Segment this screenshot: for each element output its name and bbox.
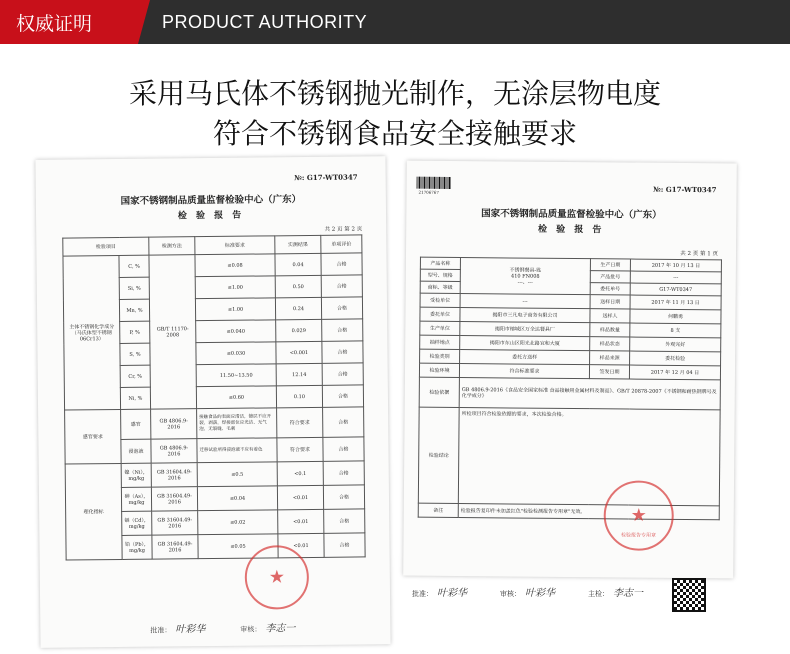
cell-line: 不锈钢餐具-匙 [509, 266, 542, 274]
header-banner [0, 0, 790, 44]
cell: 产品批号 [590, 271, 630, 283]
cell: 合格 [321, 275, 362, 297]
cell: 产品名称 [420, 257, 460, 269]
info-table [418, 257, 722, 521]
cell: ≤0.60 [196, 386, 276, 409]
cell: 委托方送样 [460, 350, 590, 365]
cell: 合格 [322, 341, 363, 363]
cell: <0.01 [277, 485, 323, 509]
cell: 生产日期 [590, 259, 630, 271]
approve-name: 叶彩华 [437, 588, 467, 599]
cell: --- [630, 271, 721, 284]
col-header: 检测方法 [149, 237, 195, 255]
approve-label: 批准： [150, 626, 172, 635]
approve-label: 批准： [412, 590, 433, 598]
approver-signature [412, 584, 467, 599]
check-name: 李志一 [613, 588, 643, 599]
cell: 送样人 [590, 309, 630, 323]
report-title: 检 验 报 告 [177, 210, 245, 222]
star-icon: ★ [630, 505, 647, 527]
headline [0, 74, 790, 154]
stamp-text: 检验报告专用章 [621, 532, 657, 539]
cell: GB 31604.49-2016 [152, 535, 198, 559]
cell: 浸泡液 [121, 439, 151, 463]
cell: 检验报告复印件未加盖红色"检验检测报告专用章"无效。 [458, 504, 719, 520]
cell: 检验环境 [419, 363, 459, 377]
results-table [62, 234, 365, 560]
group-label: 感官要求 [65, 409, 122, 464]
cell: 感官 [121, 409, 151, 439]
cell: 签发日期 [589, 365, 629, 379]
cell: GB 31604.49-2016 [151, 487, 197, 511]
cell: Si, % [119, 277, 149, 299]
report-number: №: G17-WT0347 [653, 184, 717, 195]
cell: 合格 [323, 485, 364, 509]
cell: 委托单号 [590, 283, 630, 295]
star-icon: ★ [268, 566, 286, 588]
cell: 合格 [322, 385, 363, 407]
cell: 合格 [323, 461, 364, 485]
cell: GB 4806.9-2016《食品安全国家标准 食品接触用金属材料及制品》、GB/T 20878-2007《不锈钢和耐热钢牌号及化学成分》 [459, 378, 720, 410]
report-title: 检 验 报 告 [537, 224, 605, 236]
cell: 委托单位 [420, 307, 460, 321]
cell: ≤1.00 [195, 298, 275, 321]
cell: 型号、规格 [420, 269, 460, 281]
cell: ≤0.02 [198, 510, 278, 535]
cell: 商标、等级 [420, 281, 460, 293]
cell: 符合标准要求 [459, 364, 589, 379]
cell: <0.01 [278, 509, 324, 533]
cell: 检验结论 [418, 407, 459, 503]
cell: 0.04 [275, 253, 321, 275]
cell: 揭阳市东山区阳光北路宜和大厦 [460, 336, 590, 351]
cell: G17-WT0347 [630, 283, 721, 296]
report-org: 国家不锈钢制品质量监督检验中心（广东） [120, 194, 302, 207]
cell: ≤0.05 [198, 534, 278, 559]
cell: P, % [120, 321, 150, 343]
cell: <0.001 [276, 341, 322, 363]
cell: GB 4806.9-2016 [151, 439, 197, 463]
report-page-count: 共 2 页 第 2 页 [324, 226, 363, 233]
cell: 揭阳市榕城区万全达餐具厂 [460, 322, 590, 337]
cell: ≤0.08 [195, 254, 275, 277]
cell: C, % [119, 255, 149, 277]
col-header: 单项评价 [321, 235, 362, 253]
cell-line: ---、--- [517, 279, 533, 286]
cell: 合格 [324, 509, 365, 533]
auditor-signature [500, 584, 555, 599]
headline-line-2: 符合不锈钢食品安全接触要求 [212, 117, 577, 150]
seal-stamp [245, 545, 310, 610]
cell: 样品数量 [590, 323, 630, 337]
group-label: 主体不锈钢化学成分（马氏体型不锈钢06Cr13） [63, 255, 121, 410]
cell: 委托检验 [630, 351, 721, 366]
cell: 备注 [418, 503, 458, 517]
cell: 2017 年 12 月 04 日 [629, 365, 720, 380]
cell: --- [460, 294, 590, 309]
banner-tag-cn: 权威证明 [0, 0, 138, 44]
cell: 12.14 [276, 363, 322, 385]
cell: 受检单位 [420, 293, 460, 307]
headline-line-1: 采用马氏体不锈钢抛光制作，无涂层物电度 [128, 77, 661, 110]
cell: 8 支 [630, 323, 721, 338]
cell: 检验依据 [419, 377, 459, 407]
banner-title-en: PRODUCT AUTHORITY [162, 11, 368, 32]
group-label: 理化指标 [65, 463, 122, 560]
col-header: 实测结果 [275, 235, 321, 253]
cell: <0.01 [278, 533, 324, 557]
check-label: 主检： [588, 590, 609, 598]
inspector-signature [588, 584, 643, 599]
cell: 抽样地点 [420, 335, 460, 349]
cell: 合格 [323, 407, 364, 437]
cell: Ni, % [120, 387, 150, 409]
cell: 合格 [322, 319, 363, 341]
cell: 合格 [323, 437, 364, 461]
cell: 何鹏勇 [630, 309, 721, 324]
cell: 生产单位 [420, 321, 460, 335]
auditor-signature [240, 619, 295, 635]
approve-name: 叶彩华 [175, 624, 206, 636]
cell: 2017 年 11 月 13 日 [630, 295, 721, 310]
audit-label: 审核： [500, 590, 521, 598]
cell: ≤1.00 [195, 276, 275, 299]
col-header: 标准要求 [195, 236, 275, 255]
cell: 铅（Pb），mg/kg [122, 535, 152, 559]
cell: GB 31604.49-2016 [151, 463, 197, 487]
cell: 合格 [321, 297, 362, 319]
report-page-count: 共 2 页 第 1 页 [680, 250, 719, 258]
cell: 检验类别 [420, 349, 460, 363]
cell: 符合要求 [277, 437, 323, 461]
cell: S, % [120, 343, 150, 365]
cell: 接触食品的表面应清洁，镀层不应开裂、剥落，焊接部位应光洁、无气泡、无裂缝、毛刺 [197, 408, 277, 439]
cell: 0.24 [275, 297, 321, 319]
cell: 外观完好 [630, 337, 721, 352]
cell: 符合要求 [277, 407, 323, 437]
report-page-1 [403, 161, 737, 579]
cell: 合格 [322, 363, 363, 385]
cell: 合格 [321, 253, 362, 275]
cell: 样品来源 [590, 351, 630, 365]
cell: <0.1 [277, 461, 323, 485]
report-page-2 [35, 156, 390, 648]
report-org: 国家不锈钢制品质量监督检验中心（广东） [481, 208, 662, 221]
report-number: №: G17-WT0347 [294, 172, 358, 183]
barcode-icon [417, 177, 451, 189]
cell: Cr, % [120, 365, 150, 387]
cell: Mn, % [119, 299, 149, 321]
cell: GB 4806.9-2016 [151, 409, 197, 439]
cell-line: 410 FN008 [511, 272, 540, 280]
cell: 镉（Cd），mg/kg [122, 511, 152, 535]
cell: 镍（Ni），mg/kg [121, 463, 151, 487]
cell: GB/T 11170-2008 [149, 255, 197, 409]
cell: 揭阳市三凡电子商务有限公司 [460, 308, 590, 323]
seal-stamp [603, 480, 674, 551]
cell: 所检项目符合检验依据的要求，本次检验合格。 [458, 408, 720, 506]
cell: 迁移试验所得浸泡液不应有着色 [197, 438, 277, 463]
cell: 样品状态 [590, 337, 630, 351]
barcode-number: 21706767 [418, 189, 439, 195]
cell: 0.50 [275, 275, 321, 297]
audit-name: 叶彩华 [525, 588, 555, 599]
qr-code-icon [672, 578, 706, 612]
cell [460, 258, 590, 295]
cell: 砷（As），mg/kg [121, 487, 151, 511]
audit-name: 李志一 [265, 623, 296, 635]
cell: ≤0.030 [196, 342, 276, 365]
audit-label: 审核： [240, 625, 262, 634]
cell: 2017 年 10 月 13 日 [630, 259, 721, 272]
cell: ≤0.5 [197, 462, 277, 487]
cell: 合格 [324, 533, 365, 557]
cell: ≤0.04 [197, 486, 277, 511]
cell: 送样日期 [590, 295, 630, 309]
cell: GB 31604.49-2016 [152, 511, 198, 535]
col-header: 检验项目 [63, 237, 149, 256]
cell: ≤0.040 [196, 320, 276, 343]
approver-signature [150, 620, 205, 636]
cell: 0.029 [276, 319, 322, 341]
cell: 11.50~13.50 [196, 364, 276, 387]
cell: 0.10 [276, 385, 322, 407]
